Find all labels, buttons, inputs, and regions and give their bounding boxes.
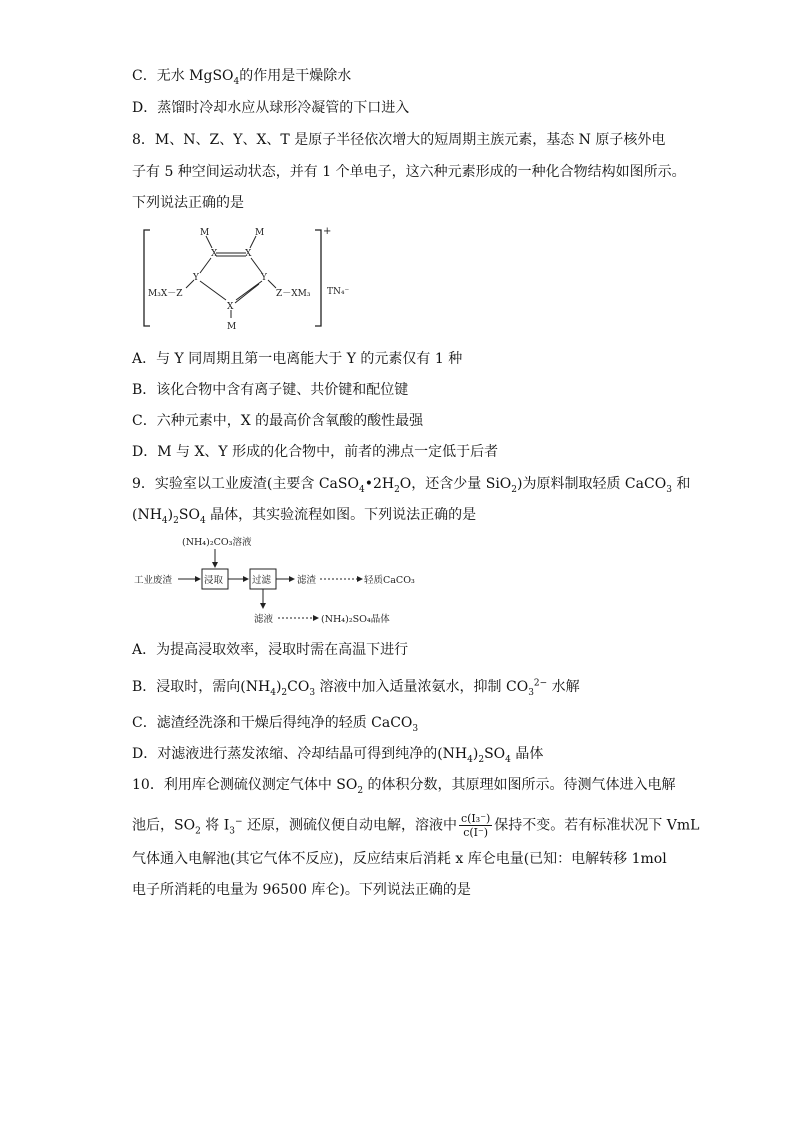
atom-m-top-left: M (200, 228, 210, 238)
atom-y-right: Y (261, 273, 267, 283)
atom-x-ring-right: X (245, 249, 252, 259)
q9-stem-line2: $(NH_4)_2SO_4$ 晶体，其实验流程如图。下列说法正确的是 (132, 507, 477, 526)
ratio-fraction: $\frac{\text{c(I₃⁻)}}{c(I^-)}$ (460, 812, 491, 839)
left-substituent: M₃X－Z (148, 289, 183, 299)
q10-stem-line2: 池后，$SO_2$ 将 $I_3^-$ 还原，测硫仪便自动电解，溶液中 $\frac{\text{c(I₃⁻)}}{c(I^-)}$ 保持不变。若有标准状况下 VmL (132, 812, 700, 839)
step-filter-label: 过滤 (252, 575, 272, 586)
product-caco3-label: 轻质CaCO₃ (364, 575, 415, 586)
residue-label: 滤渣 (297, 575, 317, 586)
q8-option-a: A．与 Y 同周期且第一电离能大于 Y 的元素仅有 1 种 (132, 351, 463, 367)
q8-stem-line3: 下列说法正确的是 (132, 195, 244, 211)
filtrate-label: 滤液 (254, 614, 274, 625)
q9-option-a: A．为提高浸取效率，浸取时需在高温下进行 (132, 642, 409, 658)
cation-charge: + (323, 226, 332, 237)
q8-option-c: C．六种元素中，X 的最高价含氧酸的酸性最强 (132, 413, 424, 429)
start-label: 工业废渣 (134, 575, 173, 586)
atom-m-bottom: M (227, 322, 237, 332)
right-substituent: Z－XM₃ (276, 289, 311, 299)
reagent-label: (NH₄)₂CO₃溶液 (182, 537, 252, 548)
q10-stem-line3: 气体通入电解池(其它气体不反应)，反应结束后消耗 x 库仑电量(已知：电解转移 1mol (132, 851, 667, 867)
q9-option-d: D．对滤液进行蒸发浓缩、冷却结晶可得到纯净的$(NH_4)_2SO_4$ 晶体 (132, 746, 544, 765)
q7-option-d: D．蒸馏时冷却水应从球形冷凝管的下口进入 (132, 100, 410, 116)
q8-stem-line2: 子有 5 种空间运动状态，并有 1 个单电子，这六种元素形成的一种化合物结构如图所示。 (132, 164, 686, 180)
q8-stem-line1: 8．M、N、Z、Y、X、T 是原子半径依次增大的短周期主族元素，基态 N 原子核外电 (132, 132, 666, 148)
atom-x-ring-bottom: X (227, 302, 234, 312)
q8-option-d: D．M 与 X、Y 形成的化合物中，前者的沸点一定低于后者 (132, 444, 499, 460)
q9-flow-diagram (132, 530, 442, 630)
q8-option-b: B．该化合物中含有离子键、共价键和配位键 (132, 382, 409, 398)
q9-option-c: C．滤渣经洗涤和干燥后得纯净的轻质 CaCO$_3$ (132, 715, 419, 734)
q7-option-c: C．无水 MgSO$_4$的作用是干燥除水 (132, 68, 352, 87)
q9-option-b: B．浸取时，需向$(NH_4)_2CO_3$ 溶液中加入适量浓氨水，抑制 $CO_3^{2-}$ 水解 (132, 678, 580, 698)
atom-m-top-right: M (255, 228, 265, 238)
step-leach-label: 浸取 (204, 575, 224, 586)
q10-stem-line1: 10．利用库仑测硫仪测定气体中 $SO_2$ 的体积分数，其原理如图所示。待测气体进入电解 (132, 777, 676, 796)
product-nh4so4-label: (NH₄)₂SO₄晶体 (321, 614, 390, 625)
atom-x-ring-left: X (211, 249, 218, 259)
counter-ion: TN₄⁻ (327, 287, 350, 297)
q10-stem-line4: 电子所消耗的电量为 96500 库仑)。下列说法正确的是 (132, 882, 471, 898)
q9-stem-line1: 9．实验室以工业废渣(主要含 $CaSO_4•2H_2O$，还含少量 SiO$_2$)为原料制取轻质 CaCO$_3$ 和 (132, 476, 691, 495)
atom-y-left: Y (193, 273, 199, 283)
q8-structure-diagram (140, 222, 370, 334)
